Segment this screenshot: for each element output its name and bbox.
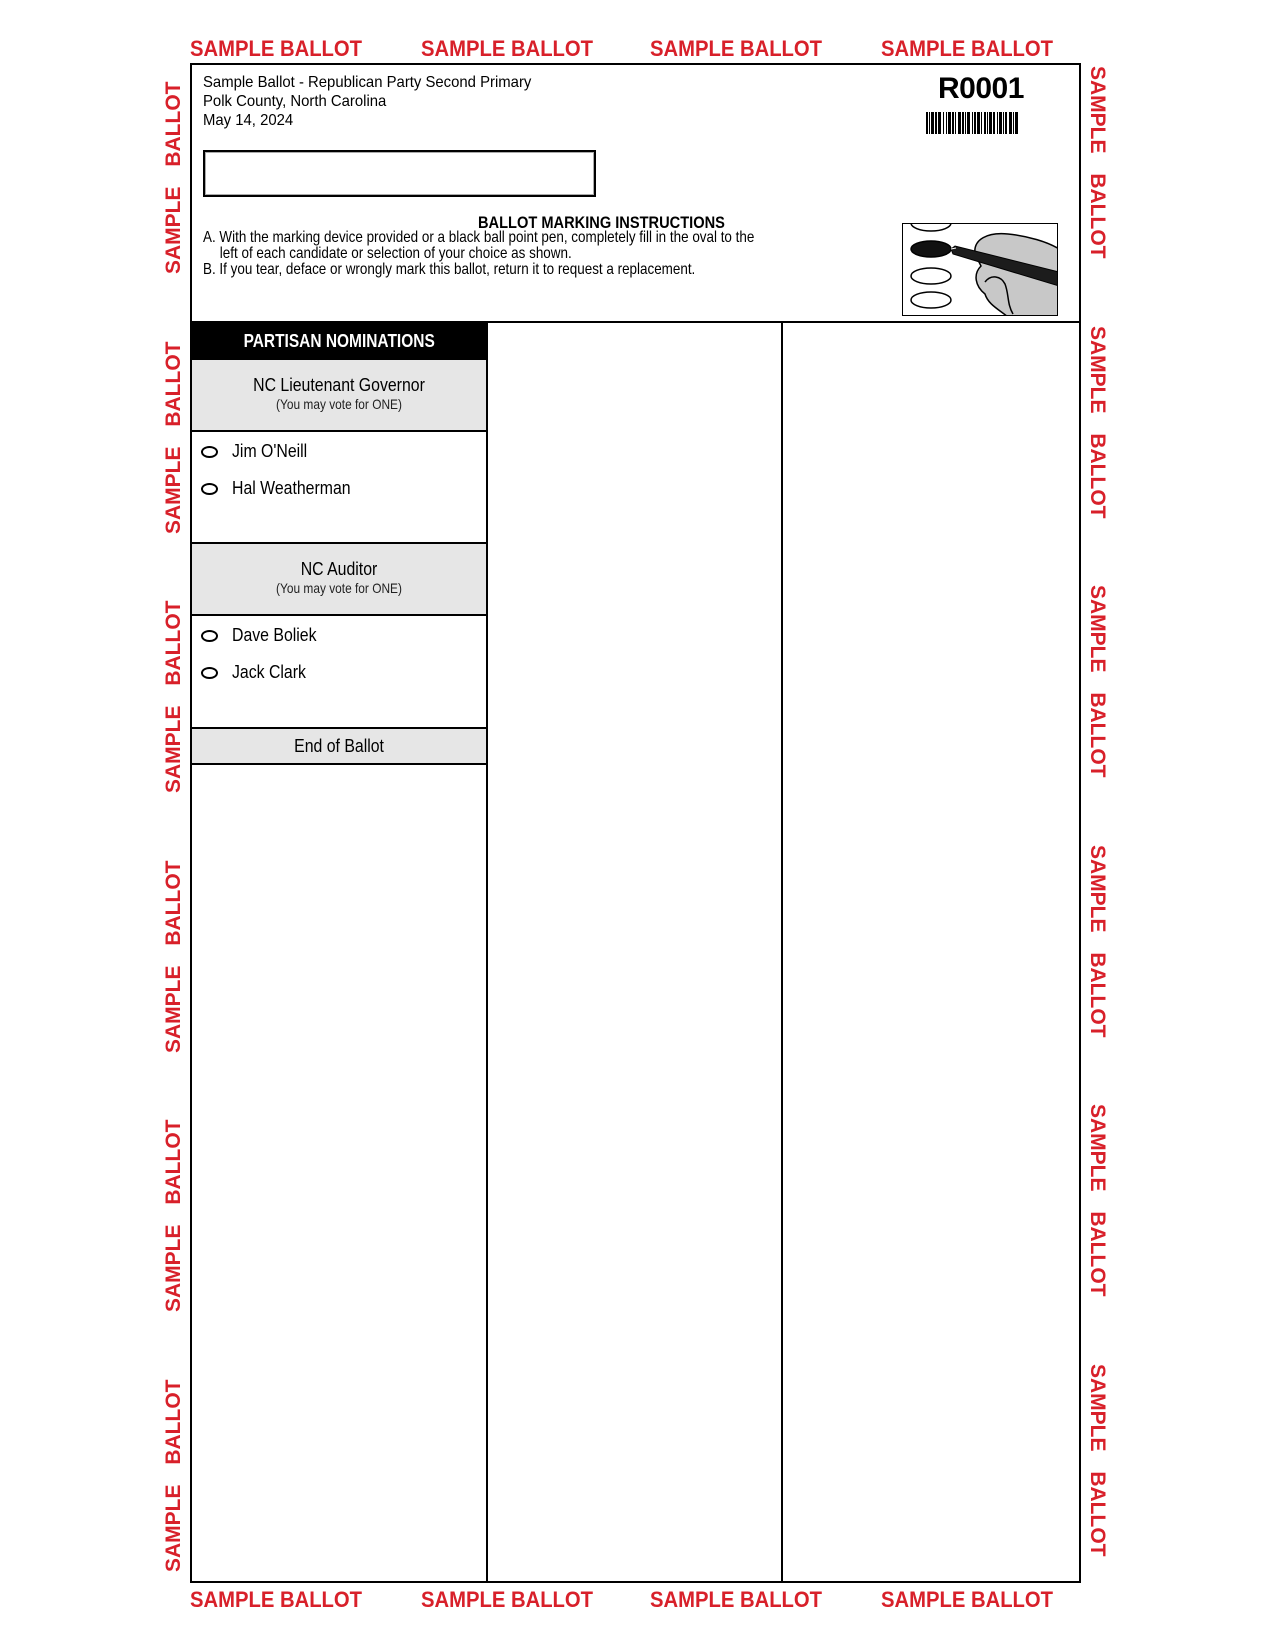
candidate-name: Jim O'Neill [232,441,308,461]
contest-title: NC Lieutenant Governor [253,375,425,395]
contest-header-lieutenant-governor [192,360,486,432]
watermark-left-6: SAMPLE BALLOT [162,1379,185,1572]
vote-for-instruction: (You may vote for ONE) [276,396,402,412]
candidate-option[interactable] [201,625,328,646]
watermark-right-3: SAMPLE BALLOT [1086,585,1109,778]
watermark-top-4: SAMPLE BALLOT [881,36,1054,61]
watermark-top-1: SAMPLE BALLOT [190,36,363,61]
section-heading: PARTISAN NOMINATIONS [192,323,486,360]
contest-title: NC Auditor [300,559,378,579]
watermark-right-1: SAMPLE BALLOT [1086,66,1109,259]
candidate-name: Hal Weatherman [232,478,351,498]
voter-name-box [203,150,596,197]
watermark-left-1: SAMPLE BALLOT [162,81,185,274]
instruction-b: B. If you tear, deface or wrongly mark this ballot, return it to request a replacement. [203,261,696,278]
candidate-name: Jack Clark [232,662,306,682]
watermark-left-2: SAMPLE BALLOT [162,341,185,534]
watermark-right-2: SAMPLE BALLOT [1086,326,1109,519]
ballot-title: Sample Ballot - Republican Party Second Primary [203,74,532,91]
candidate-option[interactable] [201,662,316,683]
barcode-icon [926,112,1046,134]
candidate-option[interactable] [201,441,317,462]
vote-oval[interactable] [201,446,218,458]
instructions-text [203,230,754,278]
watermark-left-4: SAMPLE BALLOT [162,860,185,1053]
watermark-right-4: SAMPLE BALLOT [1086,845,1109,1038]
watermark-bottom-2: SAMPLE BALLOT [421,1587,594,1612]
instruction-a-line1: A. With the marking device provided or a black ball point pen, completely fill in the oval to the [203,229,755,246]
watermark-left-5: SAMPLE BALLOT [162,1119,185,1312]
instructions-title: BALLOT MARKING INSTRUCTIONS [478,213,725,232]
watermark-top-3: SAMPLE BALLOT [650,36,823,61]
hand-marking-oval-illustration-icon [902,223,1058,316]
watermark-right-5: SAMPLE BALLOT [1086,1104,1109,1297]
watermark-bottom-1: SAMPLE BALLOT [190,1587,363,1612]
column-divider-2 [781,321,783,1583]
ballot-title-block [203,73,531,130]
vote-for-instruction: (You may vote for ONE) [276,580,402,596]
watermark-bottom-3: SAMPLE BALLOT [650,1587,823,1612]
vote-oval[interactable] [201,630,218,642]
vote-oval[interactable] [201,483,218,495]
contest-header-auditor [192,544,486,616]
vote-oval[interactable] [201,667,218,679]
candidate-option[interactable] [201,478,367,499]
watermark-left-3: SAMPLE BALLOT [162,600,185,793]
ballot-date: May 14, 2024 [203,112,294,129]
watermark-right-6: SAMPLE BALLOT [1086,1364,1109,1557]
watermark-top-2: SAMPLE BALLOT [421,36,594,61]
instruction-a-line2: left of each candidate or selection of your choice as shown. [219,245,572,262]
column-divider-1 [486,321,488,1583]
candidate-name: Dave Boliek [232,625,317,645]
watermark-bottom-4: SAMPLE BALLOT [881,1587,1054,1612]
ballot-style-id: R0001 [938,72,1024,105]
end-of-ballot: End of Ballot [192,727,486,765]
ballot-county: Polk County, North Carolina [203,93,387,110]
